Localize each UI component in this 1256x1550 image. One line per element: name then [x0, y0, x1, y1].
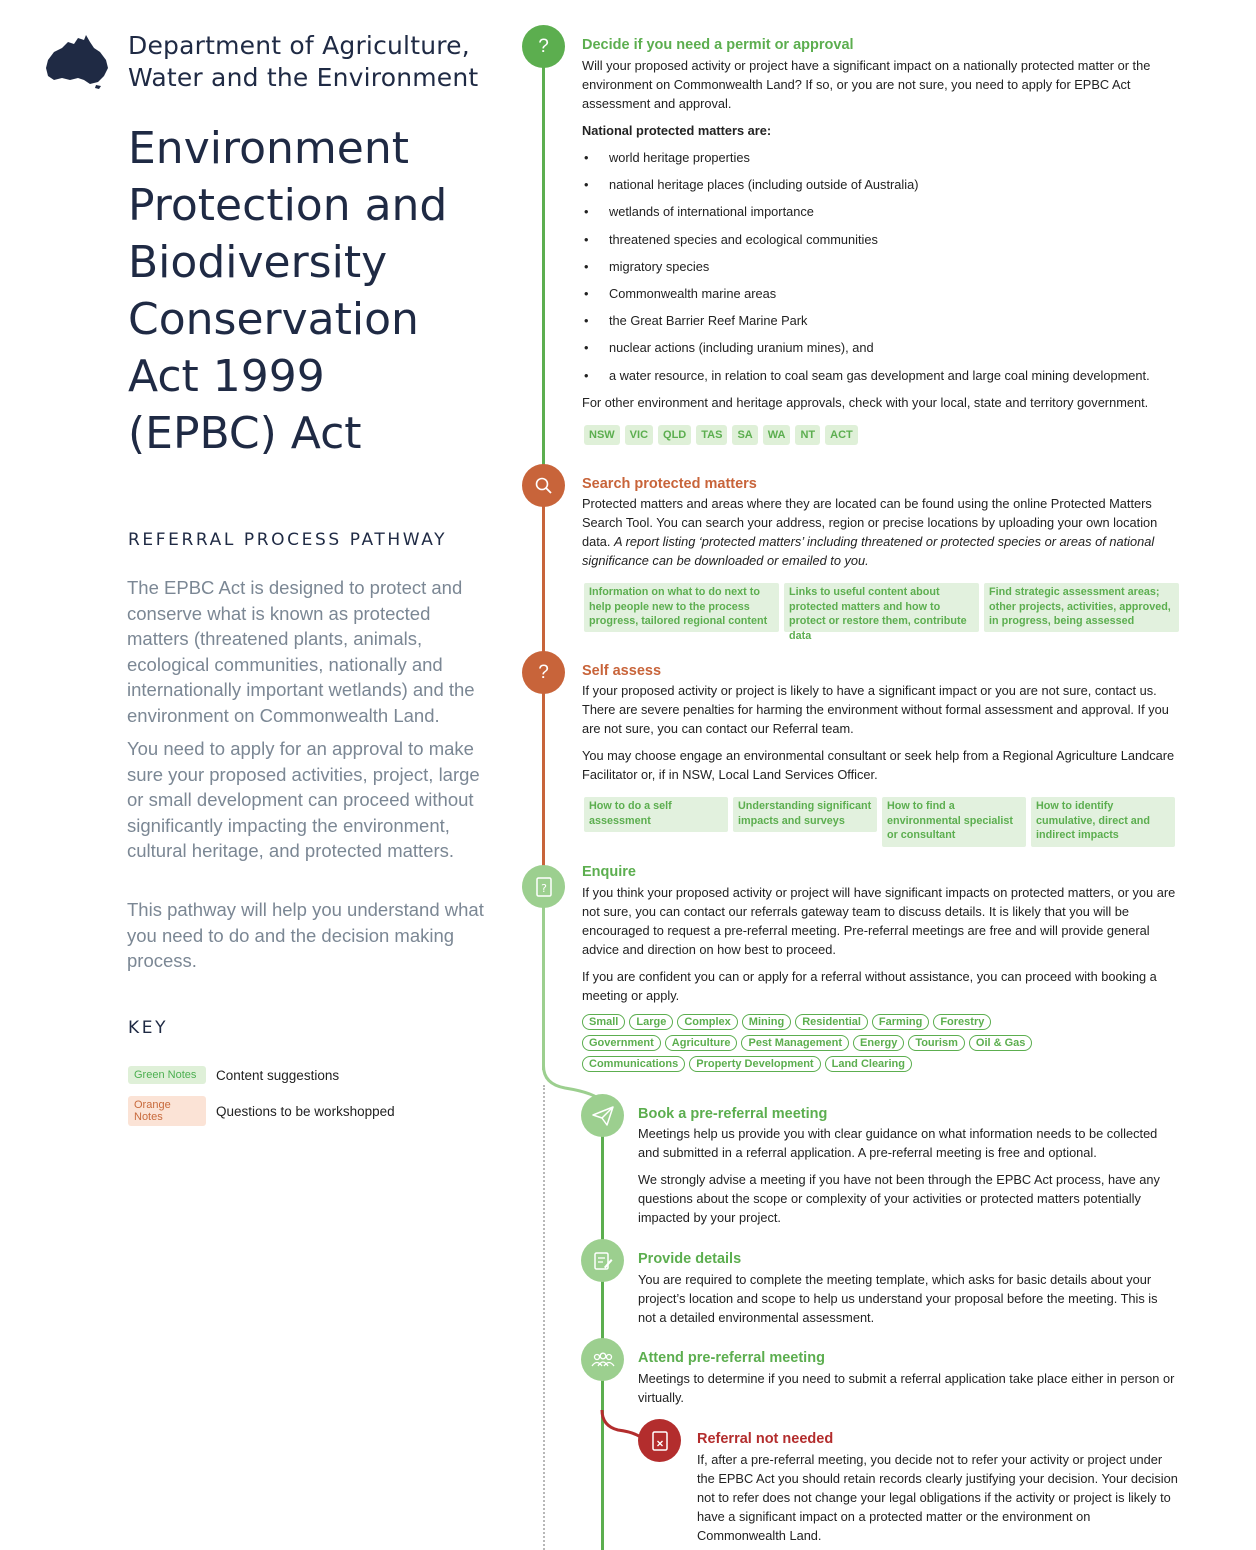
paper-plane-icon	[581, 1094, 624, 1137]
list-item: • national heritage places (including outside of Australia)	[582, 175, 1172, 202]
state-link[interactable]: SA	[732, 425, 757, 445]
section-heading: REFERRAL PROCESS PATHWAY	[128, 530, 448, 550]
tag[interactable]: Energy	[853, 1035, 904, 1051]
key-item-label: Questions to be workshopped	[216, 1103, 395, 1119]
green-note: How to do a self assessment	[584, 797, 728, 832]
step-text: For other environment and heritage approvals, check with your local, state and territory government.	[582, 394, 1149, 410]
tag[interactable]: Land Clearing	[825, 1056, 912, 1072]
key-item-label: Content suggestions	[216, 1067, 340, 1083]
tag[interactable]: Small	[582, 1014, 625, 1030]
list-item: • Commonwealth marine areas	[582, 284, 1172, 311]
step-body-book	[638, 1124, 1178, 1235]
tag[interactable]: Communications	[582, 1056, 685, 1072]
step-body-self-assess	[582, 681, 1184, 792]
green-notes	[584, 583, 1179, 642]
step-title-self-assess: Self assess	[582, 663, 662, 679]
tag[interactable]: Residential	[795, 1014, 868, 1030]
step-text: Will your proposed activity or project have a significant impact on a nationally protected matter or the environment on Commonwealth Land? If so, or you are not sure, you need to apply for EPBC Act assessment and approval.	[582, 58, 1151, 111]
tag[interactable]: Oil & Gas	[969, 1035, 1033, 1051]
svg-text:?: ?	[540, 881, 547, 895]
step-text: We strongly advise a meeting if you have not been through the EPBC Act process, have any questions about the scope or complexity of your activities or protected matters potentially impacted by your project.	[638, 1172, 1160, 1225]
page-title: Environment Protection and Biodiversity Conservation Act 1999 (EPBC) Act	[128, 123, 448, 459]
australia-map-logo	[44, 32, 114, 90]
project-type-tags	[582, 1014, 1062, 1072]
list-item: • nuclear actions (including uranium mines), and	[582, 338, 1172, 365]
tag[interactable]: Forestry	[933, 1014, 991, 1030]
green-note: Find strategic assessment areas; other projects, activities, approved, in progress, being assessed	[984, 583, 1179, 632]
step-text: If you are confident you can or apply for a referral without assistance, you can proceed with booking a meeting or apply.	[582, 969, 1157, 1003]
step-body-decide	[582, 56, 1172, 420]
key-item	[128, 1066, 339, 1084]
dotted-timeline	[543, 1085, 545, 1550]
tag[interactable]: Pest Management	[741, 1035, 849, 1051]
state-links	[584, 425, 858, 445]
state-link[interactable]: QLD	[658, 425, 691, 445]
green-notes-badge: Green Notes	[128, 1066, 206, 1084]
green-note: Information on what to do next to help people new to the process progress, tailored regional content	[584, 583, 779, 632]
green-notes	[584, 797, 1175, 847]
people-icon	[581, 1338, 624, 1381]
green-note: Links to useful content about protected matters and how to protect or restore them, contribute data	[784, 583, 979, 632]
green-note: How to identify cumulative, direct and indirect impacts	[1031, 797, 1175, 847]
state-link[interactable]: ACT	[825, 425, 858, 445]
step-title-attend: Attend pre-referral meeting	[638, 1350, 825, 1366]
list-item: • migratory species	[582, 257, 1172, 284]
list-item: • the Great Barrier Reef Marine Park	[582, 311, 1172, 338]
edit-document-icon	[581, 1239, 624, 1282]
intro-paragraph: The EPBC Act is designed to protect and conserve what is known as protected matters (threatened plants, animals, ecological communities, nationally and internationally important wetlands) and the environment on Commonwealth Land.	[127, 577, 475, 726]
step-body-enquire	[582, 883, 1177, 1013]
timeline-line	[542, 60, 545, 490]
tag[interactable]: Farming	[872, 1014, 929, 1030]
question-icon: ?	[522, 651, 565, 694]
state-link[interactable]: NT	[795, 425, 820, 445]
state-link[interactable]: TAS	[696, 425, 727, 445]
list-item: • threatened species and ecological communities	[582, 230, 1172, 257]
state-link[interactable]: WA	[763, 425, 791, 445]
step-text: Protected matters and areas where they are located can be found using the online Protected Matters Search Tool. You can search your address, region or precise locations by uploading your own location data.	[582, 496, 1158, 549]
timeline-line	[601, 1105, 604, 1550]
tag[interactable]: Large	[629, 1014, 673, 1030]
step-text: If your proposed activity or project is likely to have a significant impact or you are not sure, contact us. There are severe penalties for harming the environment without formal assessment and approval. If you are not sure, you can contact our Referral team.	[582, 683, 1169, 736]
tag[interactable]: Property Development	[689, 1056, 820, 1072]
step-body-not-needed: If, after a pre-referral meeting, you decide not to refer your activity or project under the EPBC Act you should retain records clearly justifying your decision. Your decision not to refer does not change your legal obligations if the activity or project is likely to have a significant impact on a protected matter or the environment on Commonwealth Land.	[697, 1452, 1178, 1543]
step-body-search	[582, 494, 1177, 570]
key-item	[128, 1096, 395, 1126]
step-text: Meetings help us provide you with clear guidance on what information needs to be collected and submitted in a referral application. A pre-referral meeting is free and optional.	[638, 1126, 1158, 1160]
step-title-enquire: Enquire	[582, 864, 636, 880]
state-link[interactable]: VIC	[625, 425, 653, 445]
state-link[interactable]: NSW	[584, 425, 620, 445]
step-title-book: Book a pre-referral meeting	[638, 1106, 828, 1122]
step-text: You may choose engage an environmental consultant or seek help from a Regional Agriculture Landcare Facilitator or, if in NSW, Local Land Services Officer.	[582, 748, 1175, 782]
green-note: How to find a environmental specialist or consultant	[882, 797, 1026, 847]
document-cross-icon	[638, 1419, 681, 1462]
intro-paragraph: This pathway will help you understand what you need to do and the decision making process.	[127, 899, 484, 971]
tag[interactable]: Agriculture	[665, 1035, 738, 1051]
list-item: • wetlands of international importance	[582, 202, 1172, 229]
list-item: • a water resource, in relation to coal seam gas development and large coal mining development.	[582, 366, 1172, 393]
step-title-search: Search protected matters	[582, 476, 757, 492]
key-heading: KEY	[128, 1018, 169, 1038]
orange-notes-badge: Orange Notes	[128, 1096, 206, 1126]
step-text: If you think your proposed activity or project will have significant impacts on protected matters, or you are not sure, you can contact our referrals gateway team to discuss details. It is likely that you will be encouraged to request a pre-referral meeting. Pre-referral meetings are free and will provide general advice and direction on how best to proceed.	[582, 885, 1176, 957]
tag[interactable]: Tourism	[908, 1035, 965, 1051]
step-text-italic: A report listing ‘protected matters’ including threatened or protected species or areas of national significance can be downloaded or emailed to you.	[582, 534, 1155, 568]
list-heading: National protected matters are:	[582, 123, 772, 138]
green-note: Understanding significant impacts and surveys	[733, 797, 877, 832]
list-item: • world heritage properties	[582, 148, 1172, 175]
intro-paragraph: You need to apply for an approval to make sure your proposed activities, project, large or small development can proceed without significantly impacting the environment, cultural heritage, and protected matters.	[127, 738, 480, 861]
step-body-attend: Meetings to determine if you need to submit a referral application take place either in person or virtually.	[638, 1371, 1175, 1405]
search-icon	[522, 464, 565, 507]
tag[interactable]: Government	[582, 1035, 661, 1051]
document-question-icon	[522, 865, 565, 908]
tag[interactable]: Complex	[677, 1014, 737, 1030]
step-body-provide: You are required to complete the meeting template, which asks for basic details about your project’s location and scope to help us understand your proposal before the meeting. This is not a detailed environmental assessment.	[638, 1272, 1158, 1325]
question-icon: ?	[522, 25, 565, 68]
protected-matters-list	[582, 148, 1172, 393]
step-title-not-needed: Referral not needed	[697, 1431, 834, 1447]
tag[interactable]: Mining	[742, 1014, 791, 1030]
department-name: Department of Agriculture, Water and the Environment	[128, 31, 479, 92]
step-title-provide: Provide details	[638, 1251, 742, 1267]
step-title-decide: Decide if you need a permit or approval	[582, 37, 854, 53]
